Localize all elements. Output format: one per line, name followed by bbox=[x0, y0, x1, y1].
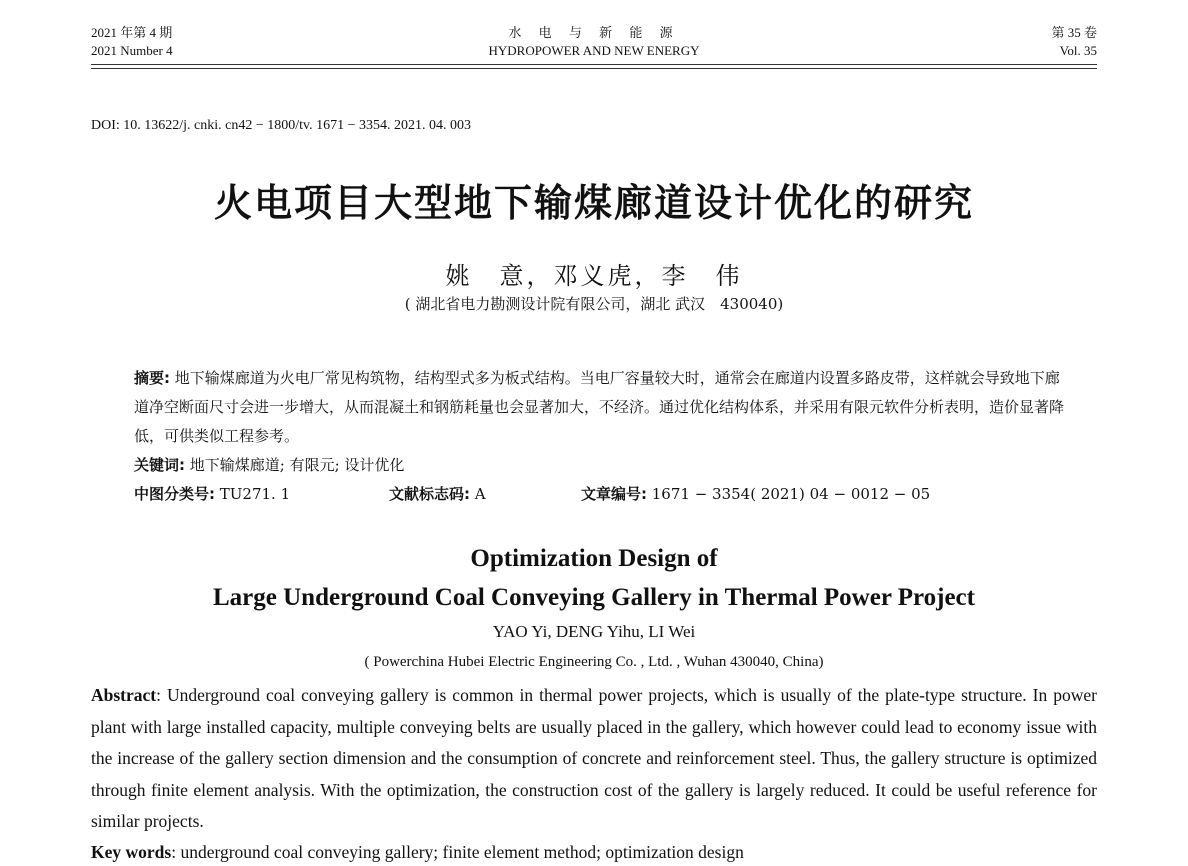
abstract-cn bbox=[134, 364, 1064, 451]
journal-name-cn: 水 电 与 新 能 源 bbox=[508, 25, 680, 40]
header-rule-bottom bbox=[91, 68, 1097, 69]
clc-value: TU271. 1 bbox=[215, 485, 291, 503]
abstract-en-label: Abstract bbox=[91, 685, 157, 705]
keywords-cn bbox=[134, 452, 404, 478]
header-rule-top bbox=[91, 64, 1097, 65]
article-number bbox=[581, 481, 930, 507]
authors-en: YAO Yi, DENG Yihu, LI Wei bbox=[492, 622, 696, 641]
affiliation-en: ( Powerchina Hubei Electric Engineering Co. , Ltd. , Wuhan 430040, China) bbox=[364, 654, 824, 670]
authors-cn: 姚 意，邓义虎，李 伟 bbox=[445, 262, 743, 290]
keywords-en-label: Key words bbox=[91, 842, 172, 862]
article-number-label: 文章编号: bbox=[581, 485, 647, 503]
page-title-cn: 火电项目大型地下输煤廊道设计优化的研究 bbox=[213, 181, 974, 225]
abstract-cn-label: 摘要: bbox=[134, 369, 170, 387]
document-code-value: A bbox=[470, 485, 486, 503]
abstract-cn-text: 地下输煤廊道为火电厂常见构筑物，结构型式多为板式结构。当电厂容量较大时，通常会在廊道内设置多路皮带，这样就会导致地下廊道净空断面尺寸会进一步增大，从而混凝土和钢筋耗量也会显著加大，不经济。通过优化结构体系，并采用有限元软件分析表明，造价显著降低，可供类似工程参考。 bbox=[134, 369, 1065, 445]
affiliation-cn: ( 湖北省电力勘测设计院有限公司，湖北 武汉 430040) bbox=[404, 295, 784, 313]
keywords-cn-text: 地下输煤廊道; 有限元; 设计优化 bbox=[185, 456, 405, 474]
journal-volume-info bbox=[1051, 24, 1097, 60]
journal-name bbox=[0, 24, 1188, 60]
issue-cn: 2021 年第 4 期 bbox=[91, 25, 173, 40]
page-title-en-line1: Optimization Design of bbox=[470, 545, 718, 572]
volume-cn: 第 35 卷 bbox=[1051, 25, 1097, 40]
doi: DOI: 10. 13622/j. cnki. cn42 − 1800/tv. 1671 − 3354. 2021. 04. 003 bbox=[91, 118, 472, 133]
clc-label: 中图分类号: bbox=[134, 485, 215, 503]
document-code bbox=[389, 481, 486, 507]
volume-en: Vol. 35 bbox=[1059, 43, 1097, 58]
journal-name-en: HYDROPOWER AND NEW ENERGY bbox=[488, 43, 700, 58]
clc-number bbox=[134, 481, 290, 507]
abstract-en bbox=[91, 680, 1097, 838]
keywords-cn-label: 关键词: bbox=[134, 456, 185, 474]
issue-en: 2021 Number 4 bbox=[91, 43, 173, 58]
keywords-en bbox=[91, 838, 744, 866]
document-code-label: 文献标志码: bbox=[389, 485, 470, 503]
keywords-en-text: : underground coal conveying gallery; finite element method; optimization design bbox=[171, 842, 744, 862]
page-title-en-line2: Large Underground Coal Conveying Gallery in Thermal Power Project bbox=[213, 584, 975, 611]
article-number-value: 1671 − 3354( 2021) 04 − 0012 − 05 bbox=[647, 485, 931, 503]
abstract-en-text: : Underground coal conveying gallery is common in thermal power projects, which is usually of the plate-type structure. In power plant with large installed capacity, multiple conveying belts are usually placed in the gallery, which however could lead to economy issue with the increase of the gallery section dimension and the consumption of concrete and reinforcement steel. Thus, the gallery structure is optimized through finite element analysis. With the optimization, the construction cost of the gallery is largely reduced. It could be useful reference for similar projects. bbox=[91, 685, 1097, 831]
